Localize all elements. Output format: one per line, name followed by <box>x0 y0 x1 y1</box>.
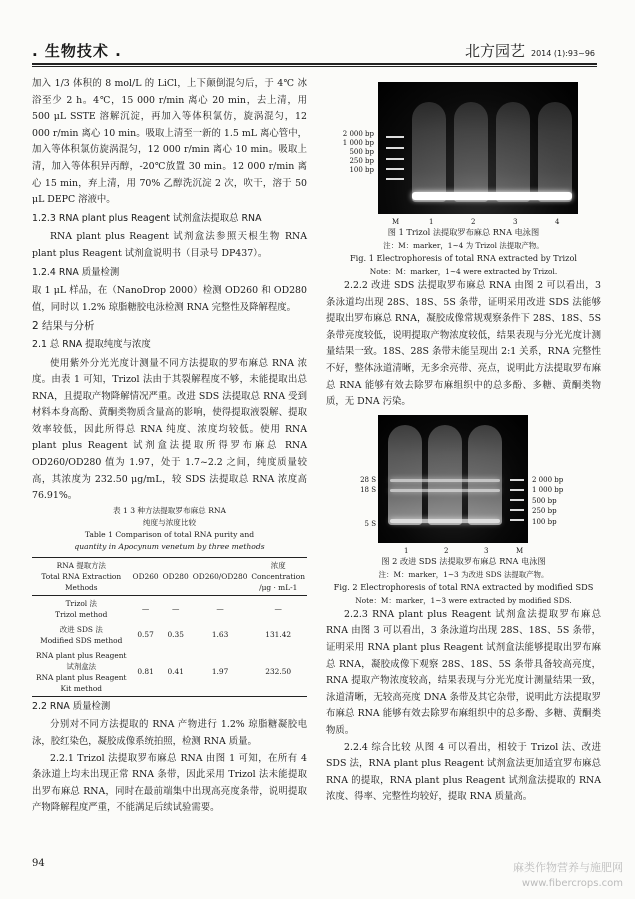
fig1-lane-label: 4 <box>555 218 560 226</box>
th-od260: OD260 <box>131 557 161 595</box>
fig2-lane-label: 1 <box>404 546 409 555</box>
fig1-lane-labels <box>326 214 601 226</box>
heading-2-1: 2.1 总 RNA 提取纯度与浓度 <box>32 338 151 350</box>
row-od260: — <box>141 604 150 614</box>
fig1-lane <box>538 102 572 202</box>
fig2-caption-en: Fig. 2 Electrophoresis of total RNA extracted by modified SDS <box>333 581 594 592</box>
figure-2 <box>326 415 601 607</box>
table-caption-en-line1: Table 1 Comparison of total RNA purity and <box>84 529 255 539</box>
fig2-marker-band <box>510 479 524 481</box>
fig2-marker-band <box>510 519 524 521</box>
paragraph-2-1: 使用紫外分光光度计测量不同方法提取的罗布麻总 RNA 浓度。由表 1 可知，Trizol 法由于其裂解程度不够，未能提取出总 RNA，且提取产物降解情况严重。改进 SDS 法提取总 RNA 受到材料本身高酚、黄酮类物质含量高的影响，使得提取液裂解、提取效率较低，因此所得总 RNA 纯度、浓度均较低。使用 RNA plant plus Reagent 试剂盒法提取所得罗布麻总 RNA OD260/OD280 值为 1.97，处于 1.7~2.2 之间，纯度质量较高，其浓度为 232.50 μg/mL，较 SDS 法提取总 RNA 浓度高 76.91%。 <box>32 357 307 502</box>
paragraph-2-2-1: 2.2.1 Trizol 法提取罗布麻总 RNA 由图 1 可知，在所有 4 条泳道上均未出现正常 RNA 条带，因此采用 Trizol 法未能提取出罗布麻总 RNA，同时在最前端集中出现高亮度条带，说明提取产物降解程度严重，不能满足后续试验需要。 <box>32 752 307 814</box>
right-column <box>326 82 601 806</box>
fig1-ladder-label: 100 bp <box>349 166 374 174</box>
table-header-row <box>32 557 307 595</box>
row-ratio: 1.97 <box>191 648 250 697</box>
fig2-lane <box>428 425 462 525</box>
row-conc: 131.42 <box>265 630 292 640</box>
fig1-lane-label: 3 <box>513 218 518 226</box>
row-conc: — <box>274 604 282 614</box>
row-od280: 0.41 <box>161 648 191 697</box>
th-conc-en: Concentration <box>251 571 305 581</box>
fig1-marker-band <box>386 158 404 160</box>
fig2-marker-band <box>510 489 524 491</box>
fig2-lane-label: 2 <box>444 546 449 555</box>
paragraph-2-2-2: 2.2.2 改进 SDS 法提取罗布麻总 RNA 由图 2 可以看出，3 条泳道均出现 28S、18S、5S 条带，证明采用改进 SDS 法能够提取出罗布麻总 RNA，凝胶成像常规观察条件下 28S、18S、5S 条带亮度较低，说明提取产物浓度较低，结果表现与分光光度计测量结果一致。18S、28S 条带未能呈现出 2:1 关系，RNA 完整性不好，整体泳道清晰，无多余亮带、亮点，说明此方法提取罗布麻总 RNA 能够有效去除罗布麻组织中的总多酚、多糖、黄酮类物质，无 DNA 污染。 <box>326 280 601 408</box>
header-journal-right <box>465 40 595 61</box>
fig2-lane <box>388 425 422 525</box>
fig1-marker-band <box>386 168 404 170</box>
paragraph-2-2-4: 2.2.4 综合比较 从图 4 可以看出，相较于 Trizol 法、改进 SDS 法，RNA plant plus Reagent 试剂盒法更加适宜罗布麻总 RNA 的提取，RNA plant plus Reagent 试剂盒法提取的 RNA 浓度、得率、完整性均较好，提取 RNA 质量高。 <box>326 741 601 803</box>
fig2-ladder-label: 2 000 bp <box>532 475 564 484</box>
fig2-rrna-labels <box>340 475 376 529</box>
paragraph-2-2: 分别对不同方法提取的 RNA 产物进行 1.2% 琼脂糖凝胶电泳，胶红染色，凝胶成像系统拍照，检测 RNA 质量。 <box>32 719 307 748</box>
fig1-lane-label: 1 <box>429 218 434 226</box>
fig2-ladder-label: 500 bp <box>532 496 557 505</box>
fig1-ladder-label: 500 bp <box>349 148 374 156</box>
row-method-cn: RNA plant plus Reagent 试剂盒法 <box>36 650 127 671</box>
fig2-5s-label: 5 S <box>364 519 376 528</box>
fig2-ladder-label: 100 bp <box>532 517 557 526</box>
paragraph-2-2-3: 2.2.3 RNA plant plus Reagent 试剂盒法提取罗布麻总 RNA 由图 3 可以看出，3 条泳道均出现 28S、18S、5S 条带，证明采用 RNA plant plus Reagent 试剂盒法能够提取出罗布麻总 RNA，凝胶成像下观察 28S、18S、5S 条带具备较高亮度，RNA 提取产物浓度较高，结果表现与分光光度计测量结果一致，泳道清晰，无较高亮度 DNA 条带及其它杂带，说明此方法提取罗布麻总 RNA 能够有效去除罗布麻组织中的总多酚、多糖、黄酮类物质。 <box>326 608 601 736</box>
fig2-band-5s <box>390 519 500 523</box>
paragraph-1-2-3: RNA plant plus Reagent 试剂盒法参照天根生物 RNA plant plus Reagent 试剂盒说明书（目录号 DP437）。 <box>32 231 307 259</box>
journal-name: 北方园艺 <box>464 42 525 60</box>
fig1-note-en: Note：M：marker，1~4 were extracted by Trizol. <box>369 267 558 276</box>
heading-1-2-3: 1.2.3 RNA plant plus Reagent 试剂盒法提取总 RNA <box>32 212 262 224</box>
fig1-marker-band <box>386 147 404 149</box>
fig2-band-28s <box>390 479 500 482</box>
heading-1-2-4: 1.2.4 RNA 质量检测 <box>32 266 120 278</box>
fig2-marker-band <box>510 499 524 501</box>
th-method-en2: Methods <box>64 582 98 592</box>
fig2-lane-label: 3 <box>484 546 489 555</box>
table-caption-cn-line1: 表 1 3 种方法提取罗布麻总 RNA <box>112 505 227 515</box>
watermark-url: www.fibercrops.com <box>521 878 623 889</box>
fig1-lane <box>412 102 446 202</box>
fig1-note-cn: 注：M：marker，1~4 为 Trizol 法提取产物。 <box>383 241 544 250</box>
fig1-lane <box>454 102 488 202</box>
table-caption-en-line2: quantity in Apocynum venetum by three methods <box>74 541 265 551</box>
th-conc-cn: 浓度 <box>270 560 286 570</box>
heading-2-2: 2.2 RNA 质量检测 <box>32 700 111 712</box>
table-row <box>32 595 307 622</box>
fig2-ladder <box>532 475 563 528</box>
table-row <box>32 622 307 648</box>
fig2-note-en: Note：M：marker，1~3 were extracted by modified SDS. <box>355 595 572 605</box>
fig2-ladder-label: 250 bp <box>532 507 557 516</box>
fig2-note-cn: 注：M：marker，1~3 为改进 SDS 法提取产物。 <box>378 569 549 579</box>
row-method-en: Modified SDS method <box>40 635 123 645</box>
header-rule <box>32 63 597 65</box>
fig1-ladder-label: 250 bp <box>349 157 374 165</box>
row-method-cn: Trizol 法 <box>65 598 97 608</box>
citation: 2014 (1):93~96 <box>531 49 595 58</box>
row-method-en: RNA plant plus Reagent Kit method <box>36 672 127 693</box>
row-od280: — <box>171 604 180 614</box>
paragraph-licl: 加入 1/3 体积的 8 mol/L 的 LiCl，上下颠倒混匀后，于 4℃ 冰浴至少 2 h。4℃，15 000 r/min 离心 20 min，去上清，用 500 μL SSTE 溶解沉淀，再加入等体积氯仿，旋涡混匀，12 000 r/min 离心 10 min。吸取上清至一新的 1.5 mL 离心管中，加入等体积氯仿旋涡混匀，12 000 r/min 离心 10 min。吸取上清，加入等体积异丙醇，-20℃放置 30 min。12 000 r/min 离心 15 min，弃上清，用 70% 乙醇洗沉淀 2 次，吹干，溶于 50 μL DEPC 溶液中。 <box>32 78 307 206</box>
row-od260: 0.57 <box>137 630 154 640</box>
fig2-lane <box>468 425 502 525</box>
fig1-ladder <box>326 130 374 175</box>
row-ratio: — <box>216 604 224 614</box>
fig1-lane-label: M <box>392 218 400 226</box>
table-caption-cn-line2: 纯度与浓度比较 <box>142 517 197 527</box>
th-method-en1: Total RNA Extraction <box>41 571 122 581</box>
fig1-marker-band <box>386 136 404 138</box>
paragraph-1-2-4: 取 1 μL 样品，在（NanoDrop 2000）检测 OD260 和 OD280 值，同时以 1.2% 琼脂糖胶电泳检测 RNA 完整性及降解程度。 <box>32 285 307 313</box>
table-row <box>32 648 307 697</box>
th-od280: OD280 <box>161 557 191 595</box>
fig2-18s-label: 18 S <box>360 485 376 494</box>
fig2-gel-image <box>378 415 528 543</box>
row-od260: 0.81 <box>131 648 161 697</box>
th-ratio: OD260/OD280 <box>191 557 250 595</box>
fig1-marker-band <box>386 178 404 180</box>
page-number: 94 <box>32 858 45 869</box>
fig1-caption-cn: 图 1 Trizol 法提取罗布麻总 RNA 电泳图 <box>387 227 540 237</box>
heading-2: 2 结果与分析 <box>32 320 95 333</box>
fig2-lane-labels <box>326 543 601 555</box>
row-conc: 232.50 <box>249 648 307 697</box>
header-rule-thin <box>32 66 597 67</box>
fig2-band-18s <box>390 489 500 492</box>
th-method-cn: RNA 提取方法 <box>56 560 106 570</box>
fig2-caption-cn: 图 2 改进 SDS 法提取罗布麻总 RNA 电泳图 <box>381 555 546 566</box>
fig1-lane-label: 2 <box>471 218 476 226</box>
fig2-lane-label: M <box>516 546 524 555</box>
row-method-en: Trizol method <box>55 609 108 619</box>
table-caption-cn <box>32 505 307 553</box>
row-ratio: 1.63 <box>211 630 229 640</box>
row-od280: 0.35 <box>167 630 184 640</box>
figure-1 <box>326 82 601 278</box>
fig1-ladder-label: 2 000 bp <box>342 130 374 138</box>
fig1-lane <box>496 102 530 202</box>
fig1-caption-en: Fig. 1 Electrophoresis of total RNA extracted by Trizol <box>350 253 577 263</box>
header-journal-left: . 生物技术 . <box>32 42 122 60</box>
fig2-28s-label: 28 S <box>360 475 376 484</box>
fig2-ladder-label: 1 000 bp <box>532 486 564 495</box>
th-conc-unit: /μg · mL-1 <box>259 582 298 592</box>
fig1-gel-image <box>378 82 578 214</box>
watermark-site-name: 麻类作物营养与施肥网 <box>513 861 623 874</box>
fig1-ladder-label: 1 000 bp <box>342 139 374 147</box>
fig1-band <box>412 192 572 200</box>
fig2-marker-band <box>510 509 524 511</box>
rna-purity-table <box>32 557 307 697</box>
row-method-cn: 改进 SDS 法 <box>59 624 103 634</box>
left-column <box>32 76 307 817</box>
